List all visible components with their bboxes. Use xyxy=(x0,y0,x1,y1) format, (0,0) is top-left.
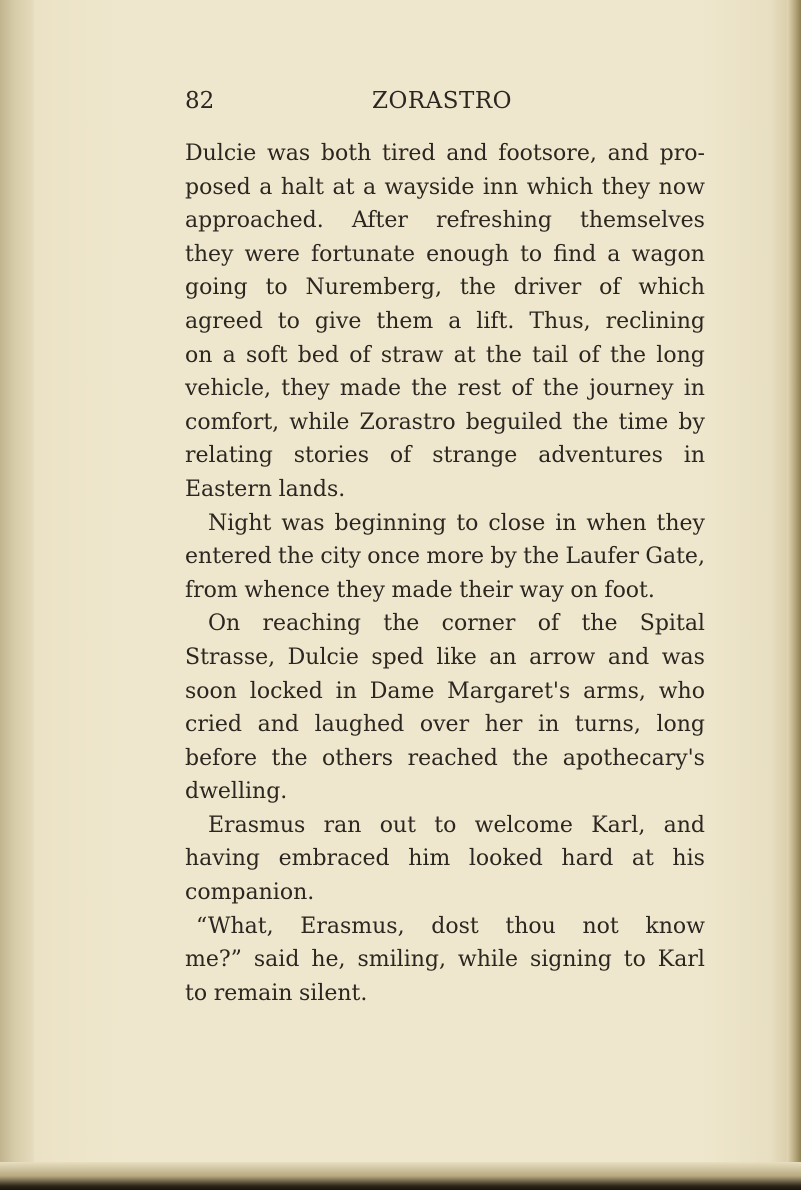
page-number: 82 xyxy=(185,88,215,114)
text-line: entered the city once more by the Laufer Gate, xyxy=(185,544,705,570)
text-line: Eastern lands. xyxy=(185,476,346,502)
text-line: Dulcie was both tired and footsore, and pro- xyxy=(185,141,705,166)
text-line: they were fortunate enough to find a wagon xyxy=(185,241,705,267)
text-line: me?” said he, smiling, while signing to Karl xyxy=(185,947,705,973)
page-right-edge xyxy=(787,0,801,1190)
body-text xyxy=(185,137,705,1010)
running-head xyxy=(185,88,655,118)
text-line: to remain silent. xyxy=(185,980,368,1006)
text-line: comfort, while Zorastro beguiled the time by xyxy=(185,409,705,435)
text-line: from whence they made their way on foot. xyxy=(185,577,655,603)
text-line: relating stories of strange adventures in xyxy=(185,443,705,469)
text-line: “What, Erasmus, dost thou not know xyxy=(196,913,705,939)
text-line: going to Nuremberg, the driver of which xyxy=(185,275,705,301)
page-bottom-edge xyxy=(0,1162,801,1190)
text-line: On reaching the corner of the Spital xyxy=(208,611,705,637)
text-line: on a soft bed of straw at the tail of the long xyxy=(185,342,705,368)
text-line: having embraced him looked hard at his xyxy=(185,846,705,872)
text-line: approached. After refreshing themselves xyxy=(185,208,705,234)
text-line: companion. xyxy=(185,880,315,906)
running-title: ZORASTRO xyxy=(372,88,513,114)
text-line: dwelling. xyxy=(185,779,288,805)
text-line: Night was beginning to close in when they xyxy=(208,510,705,536)
text-line: vehicle, they made the rest of the journey in xyxy=(185,376,705,402)
text-line: soon locked in Dame Margaret's arms, who xyxy=(185,678,705,704)
text-line: Strasse, Dulcie sped like an arrow and was xyxy=(185,644,705,670)
text-line: agreed to give them a lift. Thus, reclining xyxy=(185,308,705,334)
page-gutter xyxy=(0,0,34,1190)
text-line: cried and laughed over her in turns, long xyxy=(185,712,705,738)
text-line: posed a halt at a wayside inn which they now xyxy=(185,174,705,200)
text-line: Erasmus ran out to welcome Karl, and xyxy=(208,812,705,838)
text-line: before the others reached the apothecary's xyxy=(185,745,705,771)
